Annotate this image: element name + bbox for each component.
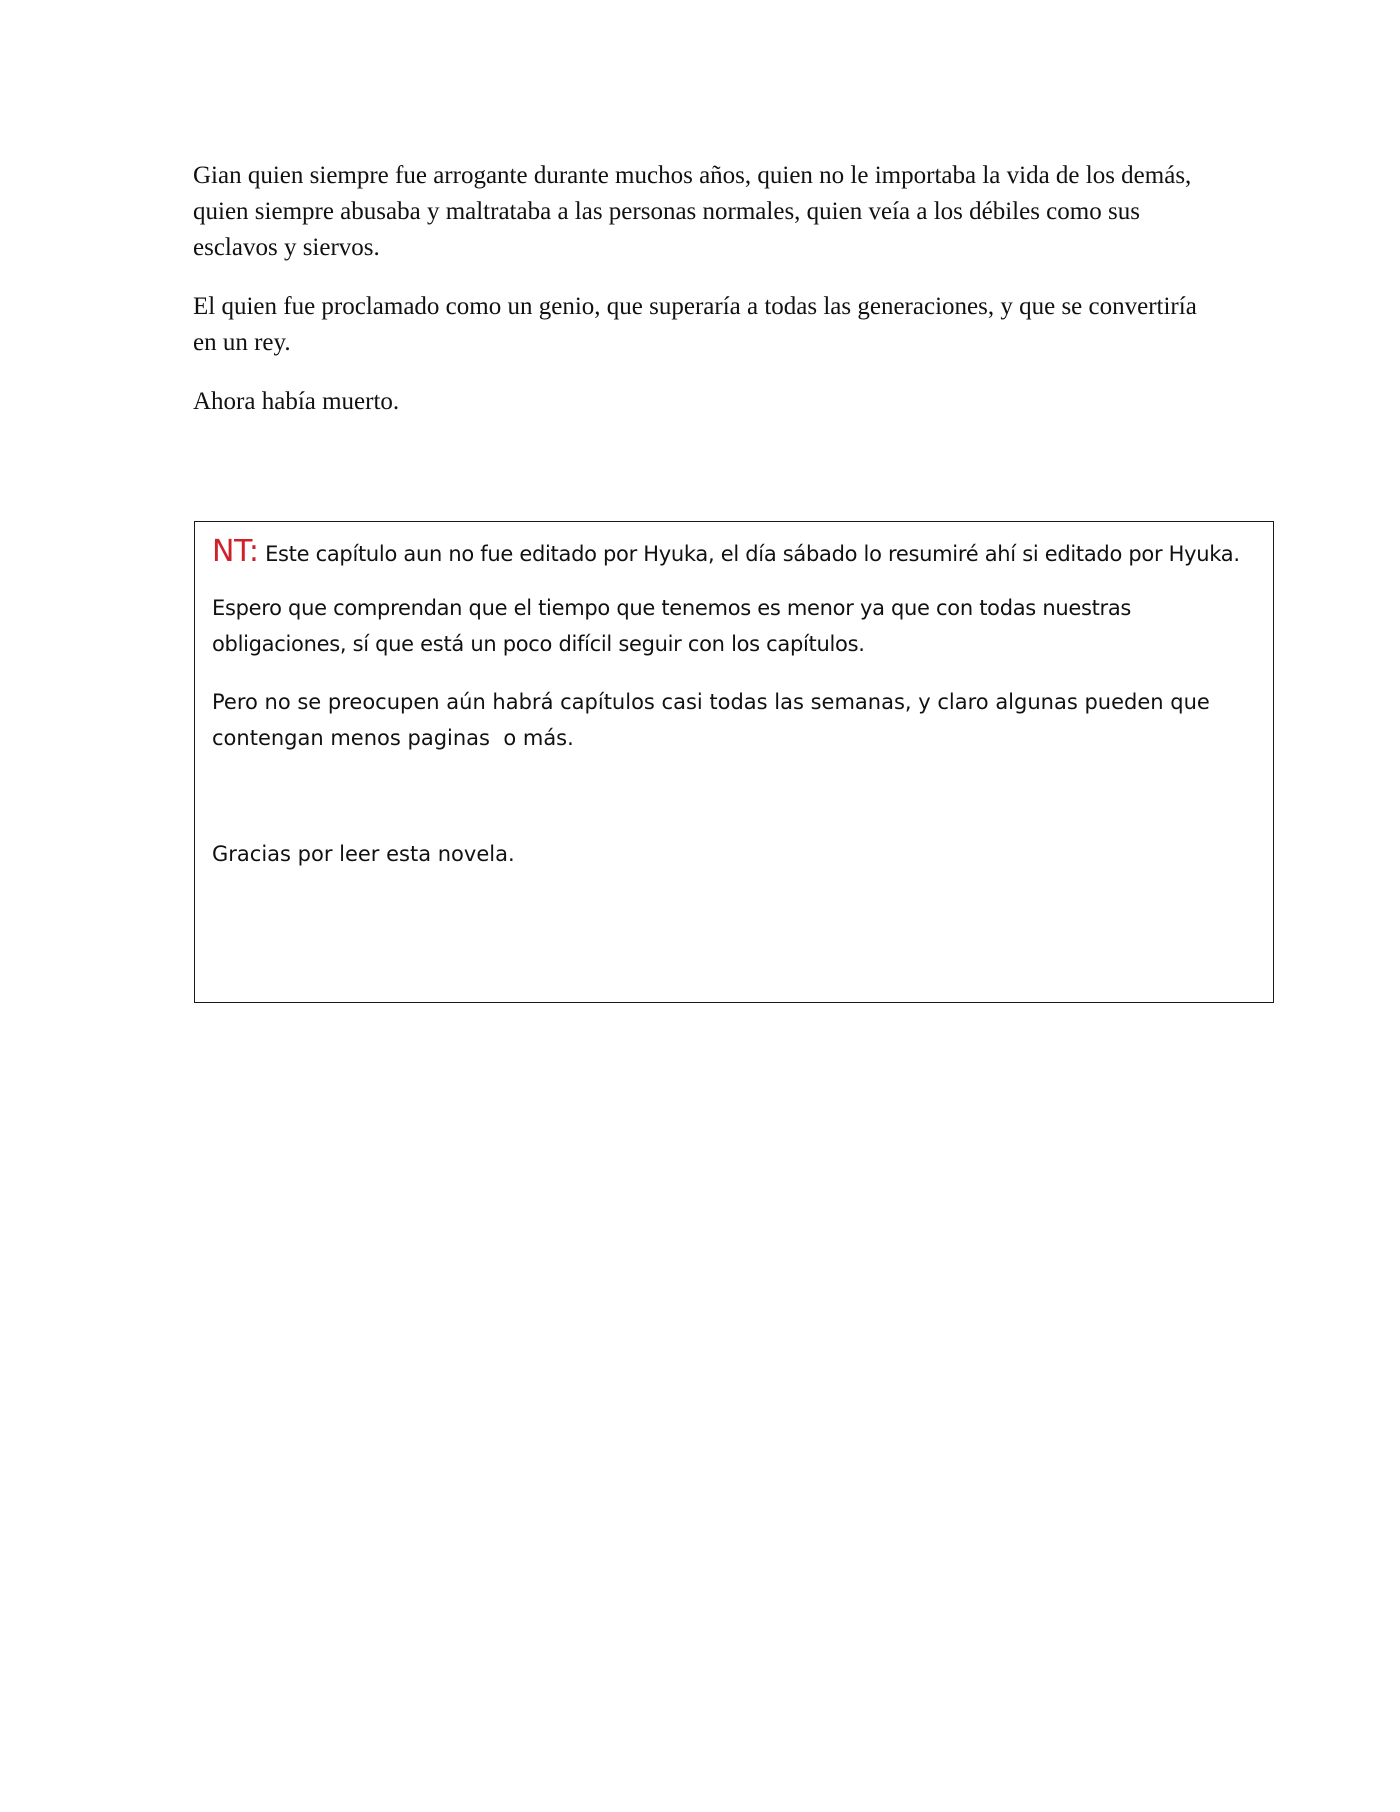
chapter-body — [193, 158, 1203, 443]
note-first-line — [212, 534, 1257, 572]
note-label: NT: — [212, 534, 259, 569]
translator-note-box — [194, 521, 1274, 1003]
paragraph-arrogance: Gian quien siempre fue arrogante durante muchos años, quien no le importaba la vida de los demás, quien siempre abusaba y maltrataba a las personas normales, quien veía a los débiles como sus esclavos y siervos. — [193, 162, 1192, 261]
note-time-apology: Espero que comprendan que el tiempo que tenemos es menor ya que con todas nuestras obligaciones, sí que está un poco difícil seguir con los capítulos. — [212, 596, 1132, 656]
note-schedule: Pero no se preocupen aún habrá capítulos casi todas las semanas, y claro algunas pueden que contengan menos paginas o más. — [212, 690, 1217, 750]
paragraph-genius: El quien fue proclamado como un genio, que superaría a todas las generaciones, y que se convertiría en un rey. — [193, 293, 1197, 356]
note-thanks: Gracias por leer esta novela. — [212, 842, 515, 866]
note-spacer — [212, 778, 1257, 836]
note-editing-status: Este capítulo aun no fue editado por Hyuka, el día sábado lo resumiré ahí si editado por Hyuka. — [258, 542, 1240, 566]
paragraph-death: Ahora había muerto. — [193, 388, 400, 415]
